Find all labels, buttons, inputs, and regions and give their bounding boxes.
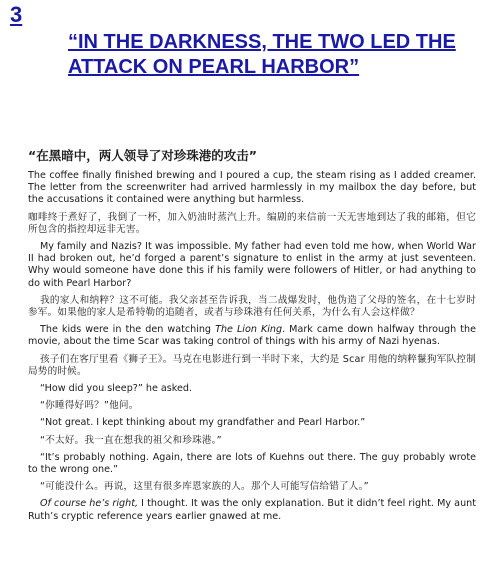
chapter-title-link[interactable]: “IN THE DARKNESS, THE TWO LED THE ATTACK ON PEARL HARBOR” [68,31,456,78]
paragraph-text: I thought. It was the only explanation. But it didn’t feel right. My aunt Ruth’s cryptic reference years earlier gnawed at me. [28,498,476,522]
paragraph [28,498,476,522]
dialogue-line: “How did you sleep?” he asked. [40,383,193,395]
movie-title: The Lion King [215,324,283,336]
paragraph-translation: 咖啡终于煮好了，我倒了一杯，加入奶油时蒸汽上升。编剧的来信前一天无害地到达了我的邮箱，但它所包含的指控却远非无害。 [28,211,476,235]
dialogue-line: “Not great. I kept thinking about my grandfather and Pearl Harbor.” [40,417,366,429]
dialogue-translation: “可能没什么。再说，这里有很多库恩家族的人。那个人可能写信给错了人。” [40,481,369,493]
paragraph: My family and Nazis? It was impossible. My father had even told me how, when World War II had broken out, he’d forged a parent’s signature to enlist in the army at just seventeen. Why would someone have done this if his family were followers of Hitler, or had anything to do with Pearl Harbor? [28,241,476,289]
chapter-title-chinese: “在黑暗中，两人领导了对珍珠港的攻击” [28,148,257,163]
paragraph [28,324,476,348]
paragraph: The coffee finally finished brewing and I poured a cup, the steam rising as I added creamer. The letter from the screenwriter had arrived harmlessly in my mailbox the day before, but the accusations it contained were anything but harmless. [28,170,476,206]
chapter-number-link[interactable]: 3 [10,2,23,27]
dialogue-translation: “你睡得好吗？”他问。 [40,400,139,412]
paragraph-translation: 孩子们在客厅里看《狮子王》。马克在电影进行到一半时下来，大约是 Scar 用他的纳粹鬣狗军队控制局势的时候。 [28,353,476,377]
paragraph-text: . Mark came down halfway through the movie, about the time Scar was taking control of things with his army of Nazi hyenas. [28,324,477,348]
dialogue-translation: “不太好。我一直在想我的祖父和珍珠港。” [40,434,222,446]
dialogue-line: “It’s probably nothing. Again, there are lots of Kuehns out there. The guy probably wrote to the wrong one.” [28,451,476,476]
paragraph-text: The kids were in the den watching [40,324,216,336]
paragraph-translation: 我的家人和纳粹？这不可能。我父亲甚至告诉我，当二战爆发时，他伪造了父母的签名，在十七岁时参军。如果他的家人是希特勒的追随者，或者与珍珠港有任何关系，为什么有人会这样做？ [28,294,476,319]
italic-thought: Of course he’s right, [40,498,139,510]
